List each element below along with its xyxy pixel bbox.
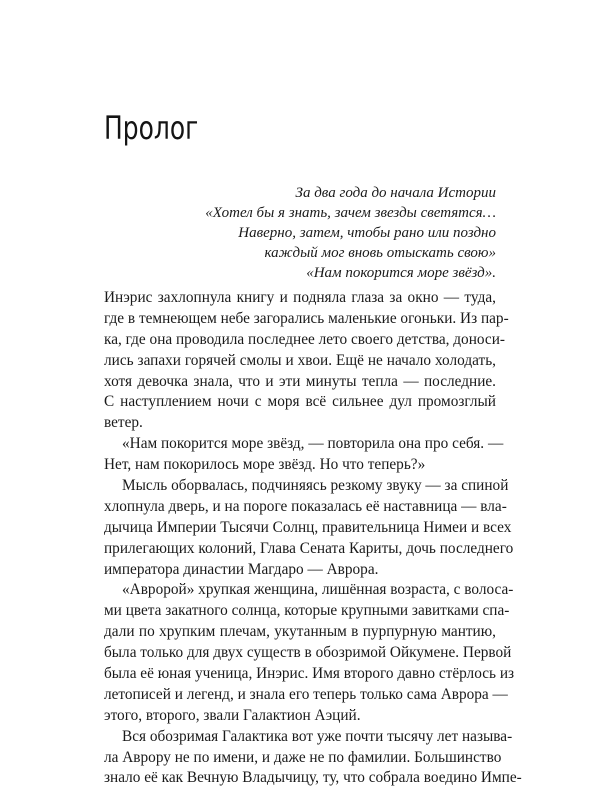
chapter-title: Пролог xyxy=(104,109,199,147)
body-line: ла Аврору не по имени, и даже не по фамилии. Большинство xyxy=(104,748,502,766)
body-line: где в темнеющем небе загорались маленькие огоньки. Из пар- xyxy=(104,309,509,327)
body-line: ветер. xyxy=(104,414,143,432)
body-line: ми цвета закатного солнца, которые крупными завитками спа- xyxy=(104,602,510,620)
body-line: С наступлением ночи с моря всё сильнее дул промозглый xyxy=(104,393,496,411)
epigraph-line: «Хотел бы я знать, зачем звезды светятся… xyxy=(205,205,496,221)
epigraph xyxy=(136,183,496,283)
body-line: ка, где она проводила последнее лето своего детства, доноси- xyxy=(104,330,505,348)
body-line: прилегающих колоний, Глава Сената Кариты, дочь последнего xyxy=(104,539,514,557)
body-line: знало её как Вечную Владычицу, ту, что собрала воедино Импе- xyxy=(104,769,522,787)
body-line: хлопнула дверь, и на пороге показалась её наставница — вла- xyxy=(104,497,507,515)
body-text xyxy=(104,288,522,789)
body-line: была её юная ученица, Инэрис. Имя второго давно стёрлось из xyxy=(104,665,515,683)
body-line: Нет, нам покорилось море звёзд. Но что теперь?» xyxy=(104,456,426,474)
body-line: лись запахи горячей смолы и хвои. Ещё не начало холодать, xyxy=(104,351,496,369)
body-line: Вся обозримая Галактика вот уже почти тысячу лет называ- xyxy=(122,727,513,745)
body-line: императора династии Магдаро — Аврора. xyxy=(104,560,379,578)
epigraph-line: За два года до начала Истории xyxy=(295,185,496,201)
body-line: «Авророй» хрупкая женщина, лишённая возраста, с волоса- xyxy=(122,581,514,599)
body-line: хотя девочка знала, что и эти минуты тепла — последние. xyxy=(104,372,496,390)
body-line: «Нам покорится море звёзд, — повторила она про себя. — xyxy=(122,435,504,453)
epigraph-line: каждый мог вновь отыскать свою» xyxy=(264,245,496,261)
body-line: дычица Империи Тысячи Солнц, правительница Нимеи и всех xyxy=(104,518,512,536)
body-line: была только для двух существ в обозримой Ойкумене. Первой xyxy=(104,644,512,662)
epigraph-line: «Нам покорится море звёзд». xyxy=(306,265,496,281)
body-line: летописей и легенд, и знала его теперь только сама Аврора — xyxy=(104,685,508,703)
body-line: дали по хрупким плечам, укутанным в пурпурную мантию, xyxy=(104,623,496,641)
body-line: Инэрис захлопнула книгу и подняла глаза за окно — туда, xyxy=(104,289,496,306)
epigraph-line: Наверно, затем, чтобы рано или поздно xyxy=(238,225,496,241)
body-line: Мысль оборвалась, подчиняясь резкому звуку — за спиной xyxy=(122,477,509,495)
body-line: этого, второго, звали Галактион Аэций. xyxy=(104,706,361,724)
